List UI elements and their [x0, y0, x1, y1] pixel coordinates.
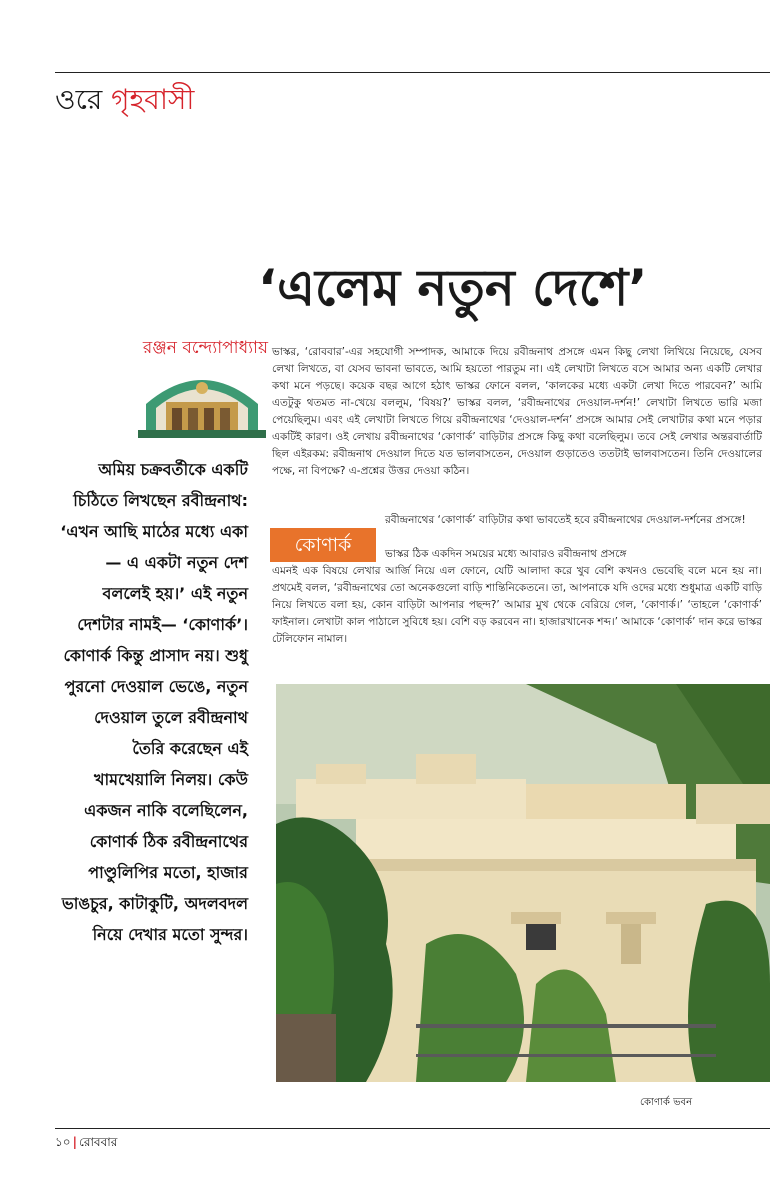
- konark-house-photo: [276, 684, 770, 1082]
- magazine-name: রোববার: [78, 1135, 118, 1149]
- section-heading-word1: ওরে: [55, 83, 112, 116]
- body-paragraph-3: ভাস্কর ঠিক একদিন সময়ের মধ্যে আবারও রবীন্দ্রনাথ প্রসঙ্গে: [385, 548, 627, 560]
- body-paragraph-1: ভাস্কর, ‘রোববার’-এর সহযোগী সম্পাদক, আমাকে দিয়ে রবীন্দ্রনাথ প্রসঙ্গে এমন কিছু লেখা লিখিয়ে নিয়েছে, যেসব লেখা লিখতে, বা যেসব ভাবনা ভাবতে, আমি হয়তো পারতুম না। এই লেখাটা লিখতে বসে আমার অন্য একটি লেখার কথা মনে পড়ছে। কয়েক বছর আগে হঠাৎ ভাস্কর ফোনে বলল, ‘কালকের মধ্যে একটা লেখা দিতে পারবেন?’ আমি এতটুকু থতমত না-খেয়ে বললুম, ‘বিষয়?’ ভাস্কর বলল, ‘রবীন্দ্রনাথের দেওয়াল-দর্শন!’ লেখাটা লিখতে ভারি মজা পেয়েছিলুম। এবং এই লেখাটা লিখতে গিয়ে রবীন্দ্রনাথের ‘দেওয়াল-দর্শন’ প্রসঙ্গে আমার সেই লেখাটার কথা মনে পড়ার একটিই কারণ। ওই লেখায় রবীন্দ্রনাথের ‘কোণার্ক’ বাড়িটার প্রসঙ্গে কিছু কথা বলেছিলুম। তবে সেই লেখার অন্তরবার্তাটি ছিল এইরকম: রবীন্দ্রনাথ দেওয়াল দিতে যত ভালবাসতেন, দেওয়াল গুড়াতেও ততটাই ভালবাসতেন। তিনি দেওয়ালের পক্ষে, না বিপক্ষে? এ-প্রশ্নের উত্তর দেওয়া কঠিন।: [272, 346, 762, 477]
- folio-separator: |: [72, 1135, 77, 1149]
- body-paragraph-2: রবীন্দ্রনাথের ‘কোণার্ক’ বাড়িটার কথা ভাবতেই হবে রবীন্দ্রনাথের দেওয়াল-দর্শনের প্রসঙ্গে!: [385, 514, 746, 526]
- top-rule: [55, 72, 770, 73]
- author-name: রঞ্জন বন্দ্যোপাধ্যায়: [142, 338, 268, 358]
- section-heading-word2: গৃহবাসী: [111, 83, 195, 116]
- subhead-konark: কোণার্ক: [270, 528, 376, 562]
- page-number: ১০: [55, 1135, 71, 1149]
- intro-text: অমিয় চক্রবর্তীকে একটি চিঠিতে লিখছেন রবীন্দ্রনাথ: ‘এখন আছি মাঠের মধ্যে একা— এ একটা নতুন দেশ বললেই হয়।’ এই নতুন দেশটার নামই— ‘কোণার্ক’। কোণার্ক কিন্তু প্রাসাদ নয়। শুধু পুরনো দেওয়াল ভেঙে, নতুন দেওয়াল তুলে রবীন্দ্রনাথ তৈরি করেছেন এই খামখেয়ালি নিলয়। কেউ একজন নাকি বলেছিলেন, কোণার্ক ঠিক রবীন্দ্রনাথের পাণ্ডুলিপির মতো, হাজার ভাঙচুর, কাটাকুটি, অদলবদল নিয়ে দেখার মতো সুন্দর।: [60, 460, 248, 944]
- body-paragraph-3-continued: এমনই এক বিষয়ে লেখার আর্জি নিয়ে এল ফোনে, যেটি আলাদা করে খুব বেশি কখনও ভেবেছি বলে মনে হয় না। প্রথমেই বলল, ‘রবীন্দ্রনাথের তো অনেকগুলো বাড়ি শান্তিনিকেতনে। তা, আপনাকে যদি ওদের মধ্যে শুধুমাত্র একটি বাড়ি নিয়ে লিখতে বলা হয়, কোন বাড়িটা আপনার পছন্দ?’ আমার মুখ থেকে বেরিয়ে গেল, ‘কোণার্ক।’ ‘তাহলে ‘কোণার্ক’ ফাইনাল। লেখাটা কাল পাঠালে সুবিধে হয়। বেশি বড় করবেন না। হাজারখানেক শব্দ।’ আমাকে ‘কোণার্ক’ দান করে ভাস্কর টেলিফোন নামাল।: [272, 565, 762, 645]
- section-heading: [55, 82, 194, 118]
- photo-caption: কোণার্ক ভবন: [640, 1097, 693, 1108]
- author-photo: [138, 364, 266, 438]
- bottom-rule: [55, 1128, 770, 1129]
- article-headline: ‘এলেম নতুন দেশে’: [258, 259, 648, 317]
- page-folio: [55, 1134, 117, 1154]
